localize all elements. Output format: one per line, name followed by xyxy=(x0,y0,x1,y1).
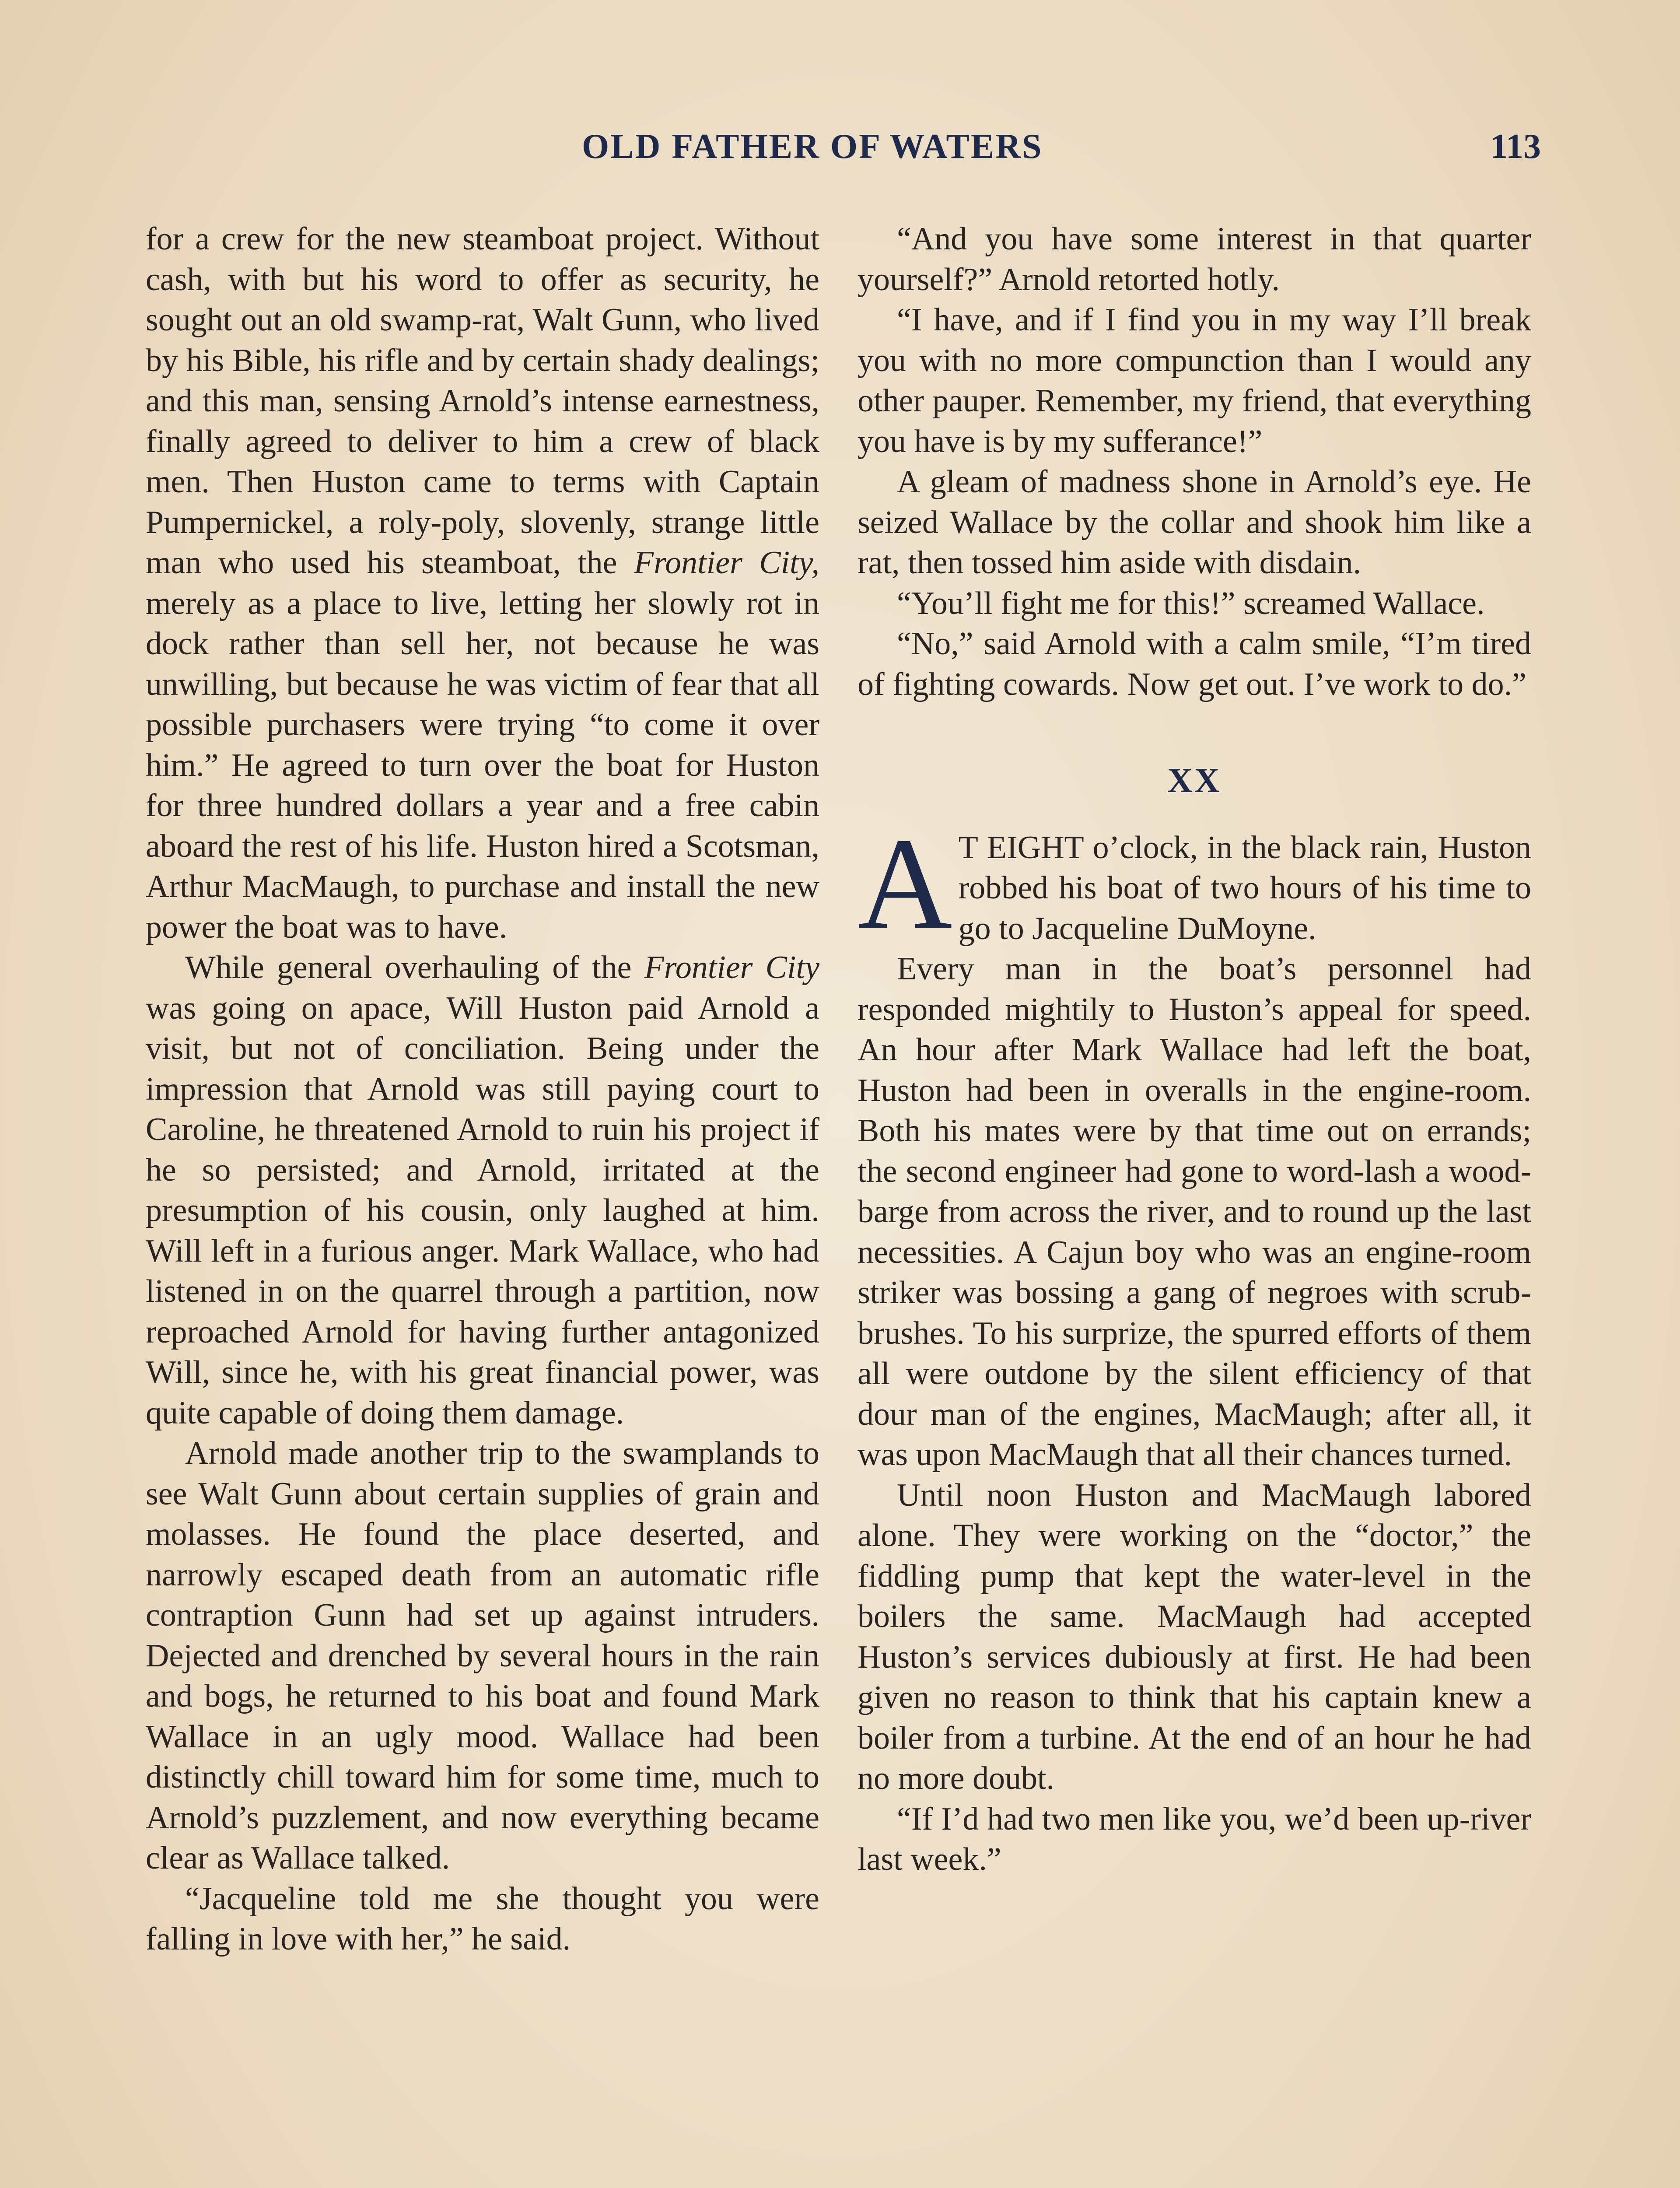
paragraph: “No,” said Arnold with a calm smile, “I’m tired of fighting cowards. Now get out. I’ve work to do.” xyxy=(858,626,1531,702)
drop-cap: A xyxy=(858,810,952,956)
right-column xyxy=(858,219,1531,1880)
paragraph-dropcap: A T EIGHT o’clock, in the black rain, Huston robbed his boat of two hours of his time to go to Jacqueline DuMoyne. xyxy=(858,810,1531,956)
paragraph: “If I’d had two men like you, we’d been up-river last week.” xyxy=(858,1801,1531,1877)
paragraph: Arnold made another trip to the swamplands to see Walt Gunn about certain supplies of grain and molasses. He found the place deserted, and narrowly escaped death from an automatic rifle contraption Gunn had set up against intruders. Dejected and drenched by several hours in the rain and bogs, he returned to his boat and found Mark Wallace in an ugly mood. Wallace had been distinctly chill toward him for some time, much to Arnold’s puzzlement, and now everything became clear as Wallace talked. xyxy=(146,1435,819,1876)
paragraph: Until noon Huston and MacMaugh labored alone. They were working on the “doctor,” the fiddling pump that kept the water-level in the boilers the same. MacMaugh had accepted Huston’s services dubiously at first. He had been given no reason to think that his captain knew a boiler from a turbine. At the end of an hour he had no more doubt. xyxy=(858,1477,1531,1796)
running-title: OLD FATHER OF WATERS xyxy=(582,127,1043,166)
paragraph: “And you have some interest in that quarter yourself?” Arnold retorted hotly. xyxy=(858,221,1531,298)
page-header xyxy=(0,127,1680,179)
chapter-heading: XX xyxy=(1167,761,1222,800)
paragraph: While general overhauling of the Frontier City was going on apace, Will Huston paid Arnold a visit, but not of conciliation. Being under the impression that Arnold was still paying court to Caroline, he threatened Arnold to ruin his project if he so persisted; and Arnold, irritated at the presumption of his cousin, only laughed at him. Will left in a furious anger. Mark Wallace, who had listened in on the quarrel through a partition, now reproached Arnold for having further antagonized Will, since he, with his great financial power, was quite capable of doing them damage. xyxy=(146,950,820,1431)
paragraph: for a crew for the new steamboat project. Without cash, with but his word to offer as security, he sought out an old swamp-rat, Walt Gunn, who lived by his Bible, his rifle and by certain shady dealings; and this man, sensing Arnold’s intense earnestness, finally agreed to deliver to him a crew of black men. Then Huston came to terms with Captain Pumpernickel, a roly-poly, slovenly, strange little man who used his steamboat, the Frontier City, merely as a place to live, letting her slowly rot in dock rather than sell her, not because he was unwilling, but because he was victim of fear that all possible purchasers were trying “to come it over him.” He agreed to turn over the boat for Huston for three hundred dollars a year and a free cabin aboard the rest of his life. Huston hired a Scotsman, Arthur MacMaugh, to purchase and install the new power the boat was to have. xyxy=(146,221,819,945)
paragraph: “You’ll fight me for this!” screamed Wallace. xyxy=(897,585,1485,621)
paragraph: A gleam of madness shone in Arnold’s eye. He seized Wallace by the collar and shook him like a rat, then tossed him aside with disdain. xyxy=(858,464,1531,581)
paragraph: Every man in the boat’s personnel had responded mightily to Huston’s appeal for speed. An hour after Mark Wallace had left the boat, Huston had been in overalls in the engine-room. Both his mates were by that time out on errands; the second engineer had gone to word-lash a wood-barge from across the river, and to round up the last necessities. A Cajun boy who was an engine-room striker was bossing a gang of negroes with scrub-brushes. To his surprize, the spurred efforts of them all were outdone by the silent efficiency of that dour man of the engines, MacMaugh; after all, it was upon MacMaugh that all their chances turned. xyxy=(858,951,1531,1473)
page-number: 113 xyxy=(1490,127,1541,166)
paragraph: “Jacqueline told me she thought you were falling in love with her,” he said. xyxy=(146,1880,819,1957)
paragraph: “I have, and if I find you in my way I’ll break you with no more compunction than I would any other pauper. Remember, my friend, that everything you have is by my sufferance!” xyxy=(858,302,1531,459)
left-column xyxy=(146,219,819,1960)
